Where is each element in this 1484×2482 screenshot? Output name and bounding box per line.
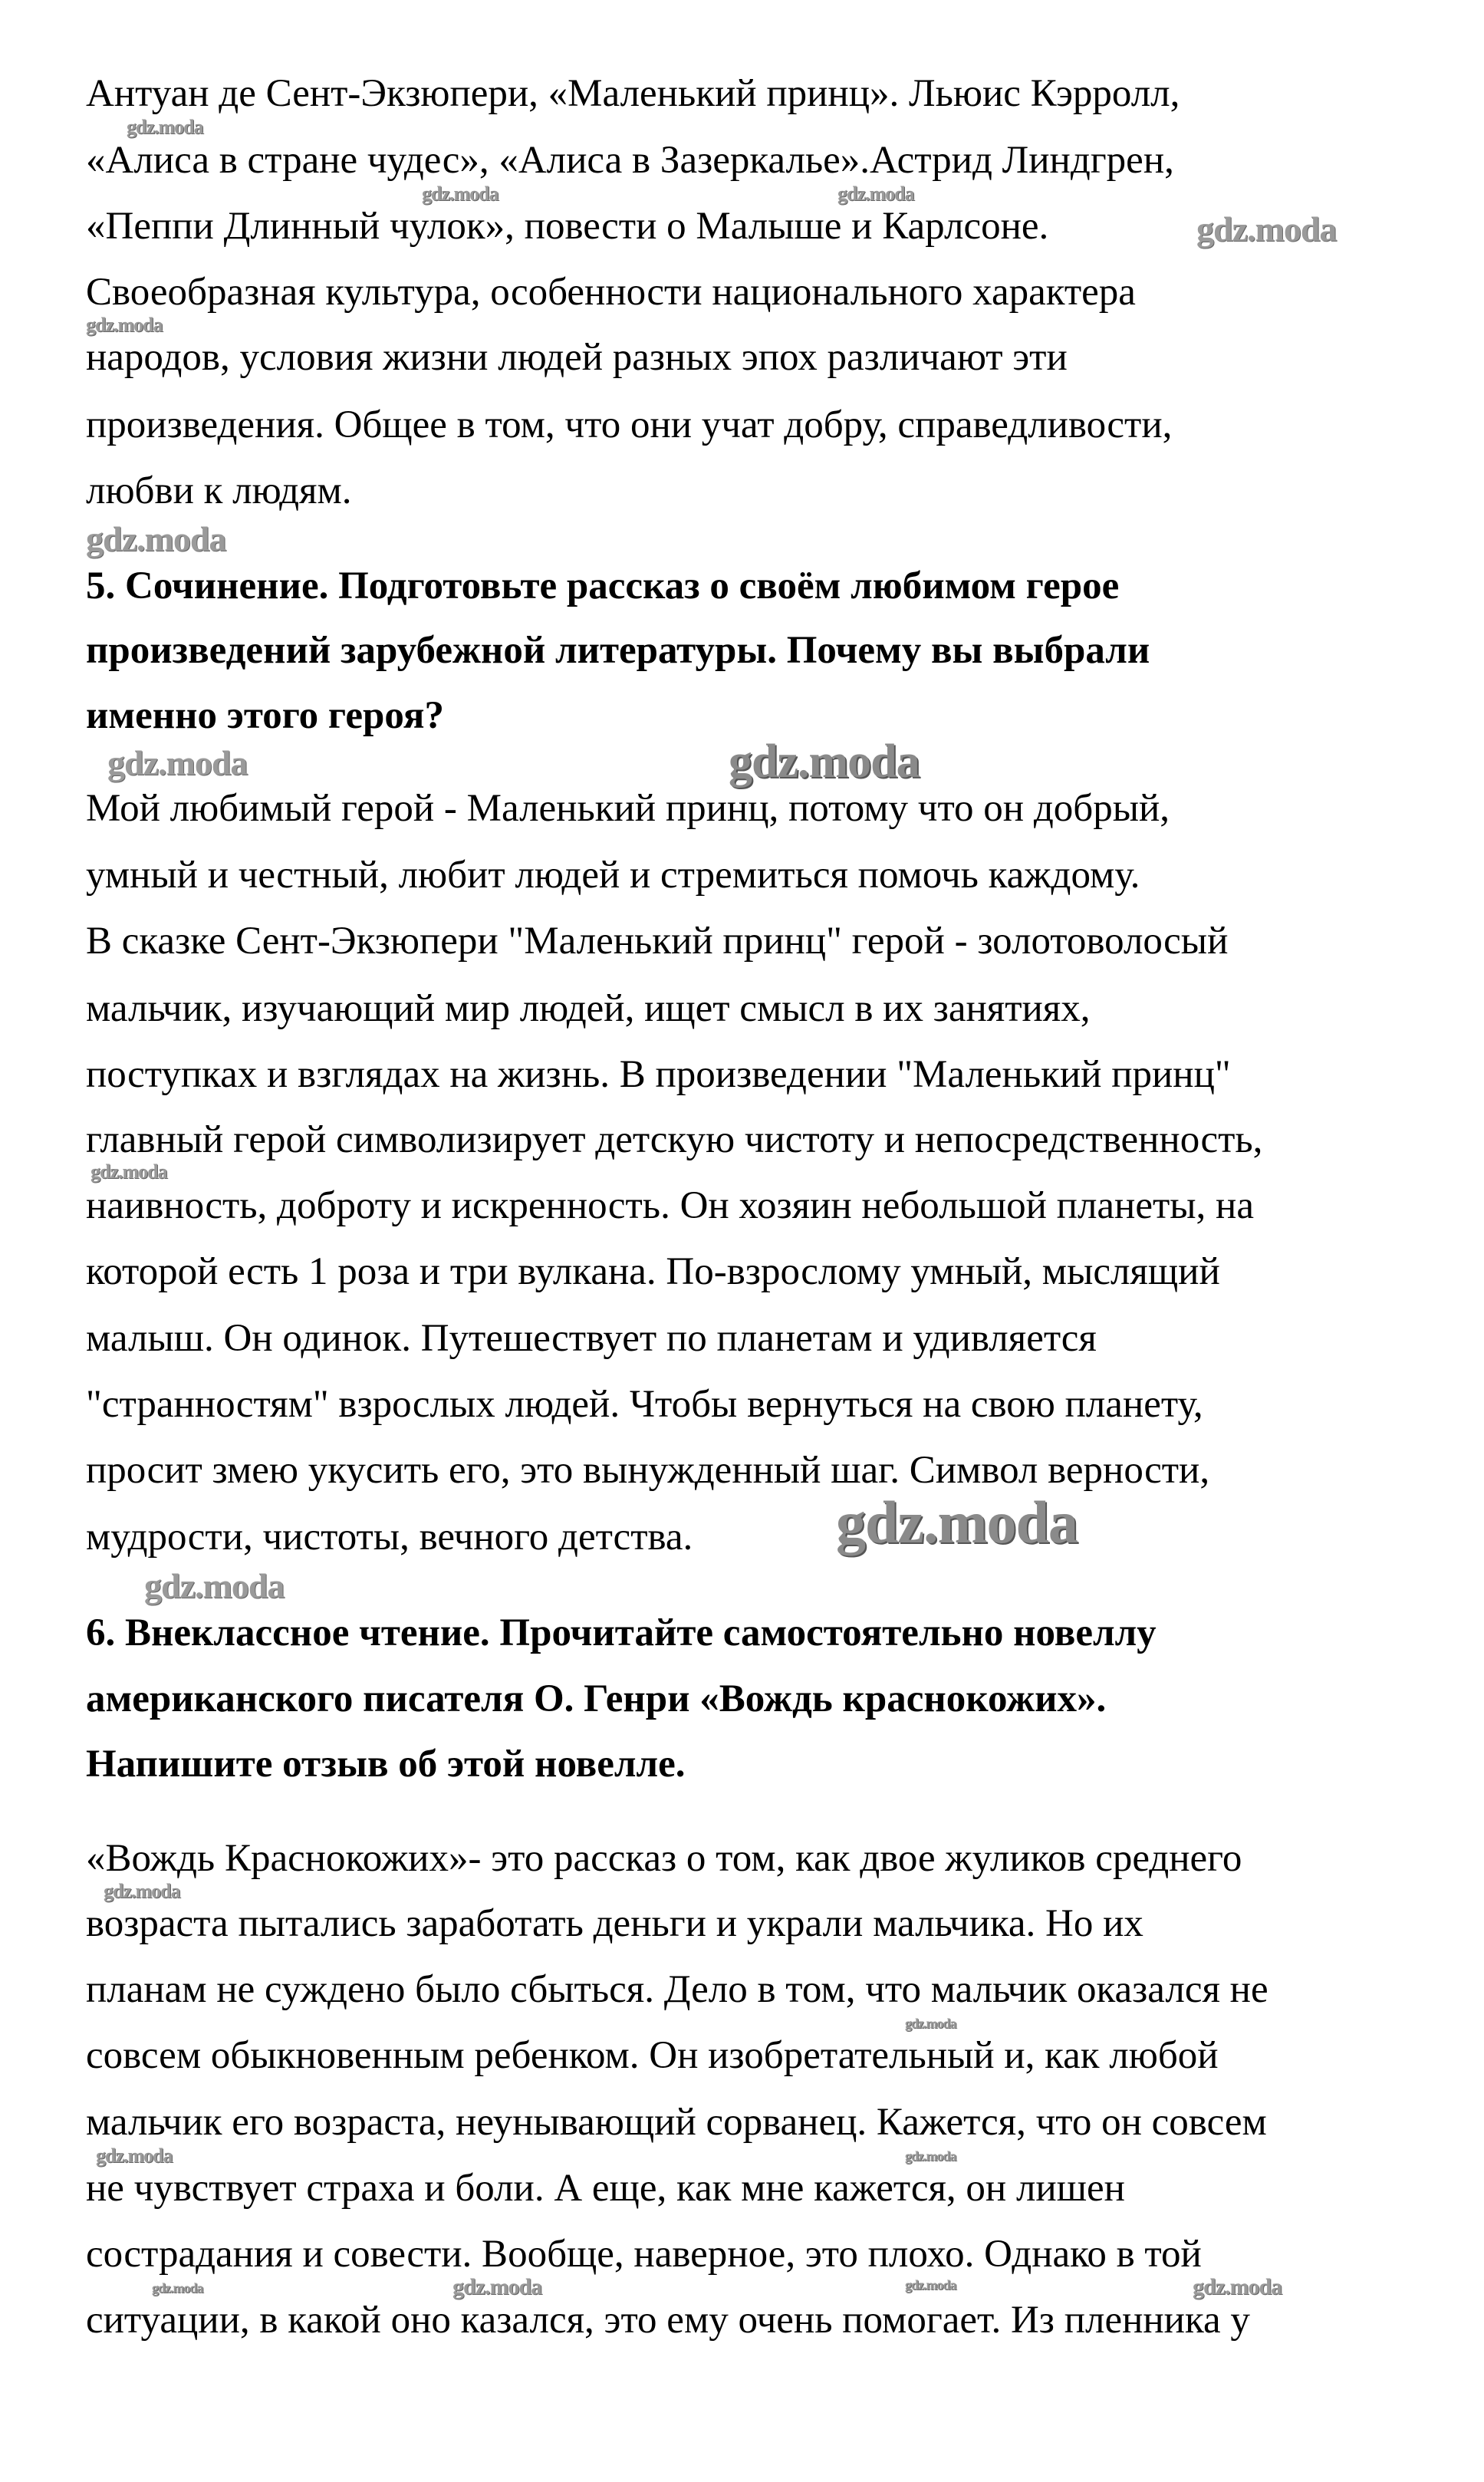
- text-line: умный и честный, любит людей и стремиться помочь каждому.: [86, 854, 1140, 897]
- text-line: наивность, доброту и искренность. Он хозяин небольшой планеты, на: [86, 1184, 1254, 1227]
- text-line: произведения. Общее в том, что они учат добру, справедливости,: [86, 403, 1173, 446]
- text-line: любви к людям.: [86, 469, 352, 512]
- text-line: не чувствует страха и боли. А еще, как мне кажется, он лишен: [86, 2167, 1125, 2210]
- watermark: gdz.moda: [905, 2277, 956, 2293]
- watermark: gdz.moda: [86, 314, 163, 336]
- watermark: gdz.moda: [905, 2016, 956, 2031]
- heading-line: американского писателя О. Генри «Вождь краснокожих».: [86, 1677, 1107, 1720]
- text-line: Мой любимый герой - Маленький принц, потому что он добрый,: [86, 787, 1170, 830]
- text-line: «Вождь Краснокожих»- это рассказ о том, как двое жуликов среднего: [86, 1837, 1242, 1880]
- watermark: gdz.moda: [86, 519, 226, 558]
- watermark: gdz.moda: [837, 183, 914, 205]
- watermark: gdz.moda: [729, 736, 920, 788]
- text-line: которой есть 1 роза и три вулкана. По-взрослому умный, мыслящий: [86, 1250, 1220, 1293]
- text-line: сострадания и совести. Вообще, наверное, это плохо. Однако в той: [86, 2233, 1202, 2276]
- heading-line: 5. Сочинение. Подготовьте рассказ о своём любимом герое: [86, 565, 1120, 607]
- watermark: gdz.moda: [1196, 209, 1337, 249]
- watermark: gdz.moda: [452, 2274, 542, 2299]
- text-line: "странностям" взрослых людей. Чтобы вернуться на свою планету,: [86, 1383, 1203, 1426]
- watermark: gdz.moda: [905, 2148, 956, 2164]
- text-line: возраста пытались заработать деньги и украли мальчика. Но их: [86, 1902, 1143, 1945]
- text-line: народов, условия жизни людей разных эпох различают эти: [86, 336, 1068, 379]
- text-line: главный герой символизирует детскую чистоту и непосредственность,: [86, 1118, 1263, 1161]
- text-line: мудрости, чистоты, вечного детства.: [86, 1516, 693, 1559]
- text-line: поступках и взглядах на жизнь. В произведении "Маленький принц": [86, 1053, 1231, 1096]
- watermark: gdz.moda: [1193, 2274, 1282, 2299]
- watermark: gdz.moda: [127, 116, 203, 138]
- watermark: gdz.moda: [107, 743, 248, 782]
- text-line: мальчик, изучающий мир людей, ищет смысл в их занятиях,: [86, 987, 1091, 1030]
- text-line: малыш. Он одинок. Путешествует по планетам и удивляется: [86, 1317, 1097, 1360]
- watermark: gdz.moda: [836, 1489, 1078, 1555]
- heading-line: именно этого героя?: [86, 694, 444, 737]
- watermark: gdz.moda: [144, 1566, 285, 1605]
- text-line: «Пеппи Длинный чулок», повести о Малыше и Карлсоне.: [86, 205, 1049, 248]
- text-line: мальчик его возраста, неунывающий сорванец. Кажется, что он совсем: [86, 2101, 1267, 2144]
- watermark: gdz.moda: [90, 1160, 167, 1183]
- text-line: планам не суждено было сбыться. Дело в том, что мальчик оказался не: [86, 1968, 1268, 2011]
- watermark: gdz.moda: [422, 183, 499, 205]
- watermark: gdz.moda: [152, 2280, 203, 2296]
- text-line: В сказке Сент-Экзюпери "Маленький принц" герой - золотоволосый: [86, 920, 1229, 963]
- watermark: gdz.moda: [104, 1880, 180, 1902]
- heading-line: произведений зарубежной литературы. Почему вы выбрали: [86, 629, 1150, 672]
- watermark: gdz.moda: [96, 2145, 173, 2167]
- text-line: просит змею укусить его, это вынужденный шаг. Символ верности,: [86, 1449, 1210, 1492]
- text-line: совсем обыкновенным ребенком. Он изобретательный и, как любой: [86, 2034, 1219, 2077]
- text-line: ситуации, в какой оно казался, это ему очень помогает. Из пленника у: [86, 2299, 1250, 2342]
- heading-line: Напишите отзыв об этой новелле.: [86, 1743, 686, 1786]
- text-line: «Алиса в стране чудес», «Алиса в Зазеркалье».Астрид Линдгрен,: [86, 139, 1174, 182]
- text-line: Антуан де Сент-Экзюпери, «Маленький принц». Льюис Кэрролл,: [86, 72, 1180, 115]
- text-line: Своеобразная культура, особенности национального характера: [86, 271, 1136, 314]
- heading-line: 6. Внеклассное чтение. Прочитайте самостоятельно новеллу: [86, 1611, 1157, 1654]
